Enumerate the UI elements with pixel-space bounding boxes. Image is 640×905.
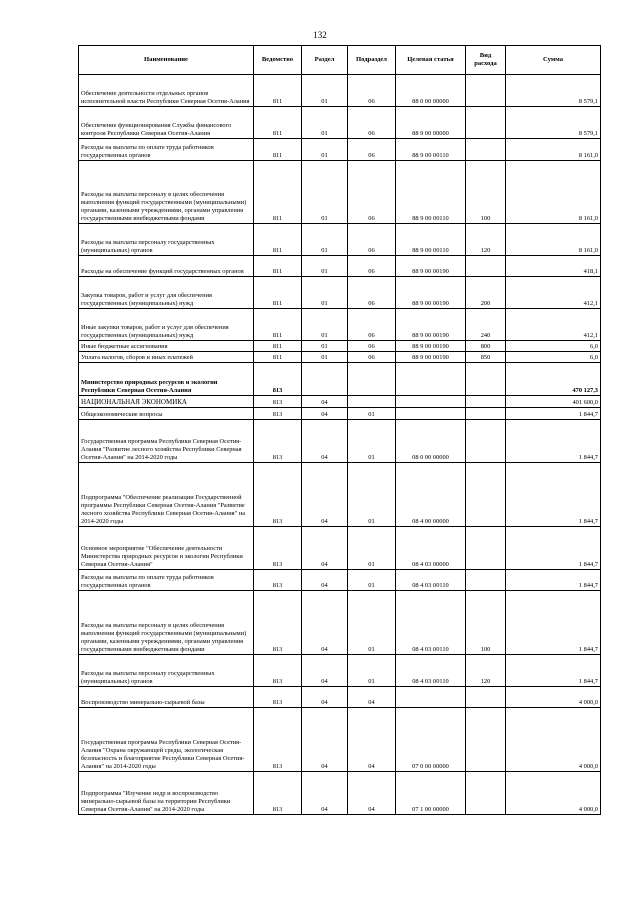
cell-name: НАЦИОНАЛЬНАЯ ЭКОНОМИКА (79, 396, 254, 408)
cell-expense-type (466, 527, 506, 570)
cell-name: Обеспечение деятельности отдельных органов исполнительной власти Республики Северная Осетия-Алания (79, 75, 254, 107)
cell-department: 813 (254, 396, 302, 408)
cell-expense-type: 100 (466, 161, 506, 224)
cell-department: 811 (254, 107, 302, 139)
cell-section: 04 (302, 420, 348, 463)
cell-expense-type (466, 139, 506, 161)
header-name: Наименование (79, 46, 254, 75)
cell-target: 88 9 00 00190 (396, 277, 466, 309)
cell-subsection: 01 (348, 591, 396, 655)
cell-section: 01 (302, 75, 348, 107)
cell-expense-type (466, 408, 506, 420)
cell-amount: 412,1 (506, 309, 601, 341)
cell-section: 04 (302, 687, 348, 708)
cell-name: Общеэкономические вопросы (79, 408, 254, 420)
table-row (79, 591, 601, 655)
cell-name: Закупка товаров, работ и услуг для обеспечения государственных (муниципальных) нужд (79, 277, 254, 309)
cell-section: 04 (302, 655, 348, 687)
header-section: Раздел (302, 46, 348, 75)
cell-amount: 8 579,1 (506, 107, 601, 139)
cell-section: 04 (302, 463, 348, 527)
cell-subsection: 06 (348, 139, 396, 161)
cell-expense-type (466, 463, 506, 527)
cell-expense-type (466, 708, 506, 772)
cell-amount: 4 000,0 (506, 687, 601, 708)
cell-subsection: 06 (348, 341, 396, 352)
cell-subsection: 06 (348, 277, 396, 309)
cell-section: 01 (302, 341, 348, 352)
cell-name: Уплата налогов, сборов и иных платежей (79, 352, 254, 363)
cell-section: 01 (302, 161, 348, 224)
table-row (79, 75, 601, 107)
cell-name: Расходы на обеспечение функций государственных органов (79, 256, 254, 277)
cell-department: 811 (254, 352, 302, 363)
cell-target: 08 4 03 00110 (396, 570, 466, 591)
cell-name: Иные бюджетные ассигнования (79, 341, 254, 352)
cell-section: 04 (302, 408, 348, 420)
cell-amount: 1 844,7 (506, 527, 601, 570)
cell-department: 813 (254, 708, 302, 772)
cell-target: 88 9 00 00110 (396, 161, 466, 224)
table-row (79, 570, 601, 591)
cell-subsection: 04 (348, 772, 396, 815)
cell-subsection: 06 (348, 309, 396, 341)
cell-name: Обеспечение функционирования Службы финансового контроля Республики Северная Осетия-Алания (79, 107, 254, 139)
cell-amount: 6,0 (506, 352, 601, 363)
table-row (79, 655, 601, 687)
table-row (79, 277, 601, 309)
cell-target: 08 0 00 00000 (396, 420, 466, 463)
header-amount: Сумма (506, 46, 601, 75)
cell-amount: 1 844,7 (506, 655, 601, 687)
cell-target: 08 4 00 00000 (396, 463, 466, 527)
cell-name: Расходы на выплаты по оплате труда работников государственных органов (79, 139, 254, 161)
cell-subsection: 06 (348, 352, 396, 363)
cell-expense-type: 240 (466, 309, 506, 341)
cell-amount: 1 844,7 (506, 591, 601, 655)
cell-department: 813 (254, 772, 302, 815)
cell-target: 88 0 00 00000 (396, 75, 466, 107)
cell-name: Расходы на выплаты персоналу государственных (муниципальных) органов (79, 655, 254, 687)
table-header-row (79, 46, 601, 75)
cell-amount: 4 000,0 (506, 708, 601, 772)
cell-expense-type (466, 570, 506, 591)
cell-expense-type: 100 (466, 591, 506, 655)
table-row (79, 408, 601, 420)
cell-amount: 8 161,0 (506, 161, 601, 224)
cell-target: 07 1 00 00000 (396, 772, 466, 815)
header-target: Целевая статья (396, 46, 466, 75)
cell-expense-type: 800 (466, 341, 506, 352)
cell-subsection: 01 (348, 420, 396, 463)
cell-name: Расходы на выплаты персоналу в целях обеспечения выполнения функций государственными (муниципальными) органами, казенными учреждениями, органами управления государственными внебюджетными фондами (79, 161, 254, 224)
cell-section: 04 (302, 708, 348, 772)
page-number: 132 (313, 30, 327, 40)
cell-target: 88 9 00 00000 (396, 107, 466, 139)
cell-expense-type: 200 (466, 277, 506, 309)
cell-name: Подпрограмма "Изучение недр и воспроизводство минерально-сырьевой базы на территории Республики Северная Осетия-Алания" на 2014-2020 годы (79, 772, 254, 815)
cell-subsection: 01 (348, 655, 396, 687)
cell-department: 811 (254, 309, 302, 341)
table-row (79, 363, 601, 396)
cell-target: 07 0 00 00000 (396, 708, 466, 772)
cell-name: Расходы на выплаты персоналу в целях обеспечения выполнения функций государственными (муниципальными) органами, казенными учреждениями, органами управления государственными внебюджетными фондами (79, 591, 254, 655)
cell-target: 88 9 00 00190 (396, 309, 466, 341)
cell-department: 813 (254, 570, 302, 591)
cell-section: 01 (302, 352, 348, 363)
cell-target: 88 9 00 00110 (396, 224, 466, 256)
cell-section: 01 (302, 309, 348, 341)
cell-department: 813 (254, 363, 302, 396)
cell-name: Государственная программа Республики Северная Осетия-Алания "Охрана окружающей среды, экологическая безопасность и благоприятие Республики Северная Осетия-Алания" на 2014-2020 годы (79, 708, 254, 772)
table-row (79, 309, 601, 341)
cell-department: 811 (254, 256, 302, 277)
cell-target: 88 9 00 00190 (396, 341, 466, 352)
cell-subsection: 06 (348, 161, 396, 224)
cell-section: 04 (302, 591, 348, 655)
cell-name: Подпрограмма "Обеспечение реализации Государственной программы Республики Северная Осетия-Алания "Развитие лесного хозяйства Республики Северная Осетия-Алания" на 2014-2020 годы (79, 463, 254, 527)
cell-subsection: 01 (348, 527, 396, 570)
cell-amount: 412,1 (506, 277, 601, 309)
budget-table (78, 45, 601, 815)
cell-department: 811 (254, 224, 302, 256)
table-row (79, 396, 601, 408)
cell-department: 811 (254, 161, 302, 224)
table-row (79, 341, 601, 352)
cell-subsection: 01 (348, 463, 396, 527)
cell-subsection: 01 (348, 408, 396, 420)
cell-subsection: 06 (348, 75, 396, 107)
cell-name: Расходы на выплаты персоналу государственных (муниципальных) органов (79, 224, 254, 256)
cell-amount: 1 844,7 (506, 463, 601, 527)
cell-expense-type (466, 687, 506, 708)
cell-section: 04 (302, 396, 348, 408)
header-subsection: Подраздел (348, 46, 396, 75)
cell-expense-type (466, 75, 506, 107)
cell-subsection: 06 (348, 256, 396, 277)
table-row (79, 708, 601, 772)
cell-amount: 4 000,0 (506, 772, 601, 815)
cell-name: Основное мероприятие "Обеспечение деятельности Министерства природных ресурсов и экологии Республики Северная Осетия-Алания" (79, 527, 254, 570)
cell-expense-type (466, 256, 506, 277)
cell-name: Воспроизводство минерально-сырьевой базы (79, 687, 254, 708)
cell-section (302, 363, 348, 396)
cell-subsection: 04 (348, 708, 396, 772)
cell-department: 813 (254, 463, 302, 527)
cell-subsection: 04 (348, 687, 396, 708)
cell-subsection: 06 (348, 107, 396, 139)
cell-department: 811 (254, 75, 302, 107)
cell-section: 04 (302, 570, 348, 591)
cell-target: 88 9 00 00110 (396, 139, 466, 161)
cell-subsection (348, 396, 396, 408)
cell-department: 813 (254, 591, 302, 655)
cell-expense-type (466, 772, 506, 815)
cell-department: 813 (254, 420, 302, 463)
cell-section: 01 (302, 256, 348, 277)
table-row (79, 687, 601, 708)
cell-expense-type: 120 (466, 655, 506, 687)
cell-expense-type: 120 (466, 224, 506, 256)
cell-amount: 470 127,3 (506, 363, 601, 396)
table-row (79, 527, 601, 570)
header-department: Ведомство (254, 46, 302, 75)
cell-section: 01 (302, 277, 348, 309)
cell-department: 813 (254, 655, 302, 687)
cell-name: Иные закупки товаров, работ и услуг для обеспечения государственных (муниципальных) нужд (79, 309, 254, 341)
cell-target: 08 4 03 00110 (396, 655, 466, 687)
cell-name: Министерство природных ресурсов и экологии Республики Северная Осетия-Алания (79, 363, 254, 396)
table-row (79, 256, 601, 277)
cell-department: 813 (254, 527, 302, 570)
cell-amount: 8 161,0 (506, 224, 601, 256)
cell-target (396, 396, 466, 408)
table-row (79, 161, 601, 224)
table-row (79, 463, 601, 527)
cell-name: Государственная программа Республики Северная Осетия-Алания "Развитие лесного хозяйства Республики Северная Осетия-Алания" на 2014-2020 годы (79, 420, 254, 463)
cell-section: 01 (302, 107, 348, 139)
cell-section: 01 (302, 139, 348, 161)
cell-expense-type (466, 420, 506, 463)
cell-subsection (348, 363, 396, 396)
table-row (79, 107, 601, 139)
cell-target (396, 363, 466, 396)
cell-expense-type (466, 107, 506, 139)
cell-department: 811 (254, 341, 302, 352)
cell-subsection: 01 (348, 570, 396, 591)
table-row (79, 139, 601, 161)
cell-target (396, 687, 466, 708)
cell-amount: 6,0 (506, 341, 601, 352)
cell-department: 813 (254, 408, 302, 420)
cell-expense-type: 850 (466, 352, 506, 363)
cell-amount: 1 844,7 (506, 408, 601, 420)
cell-target: 88 9 00 00190 (396, 352, 466, 363)
cell-amount: 1 844,7 (506, 420, 601, 463)
cell-department: 813 (254, 687, 302, 708)
cell-expense-type (466, 363, 506, 396)
cell-name: Расходы на выплаты по оплате труда работников государственных органов (79, 570, 254, 591)
cell-department: 811 (254, 277, 302, 309)
cell-amount: 418,1 (506, 256, 601, 277)
cell-amount: 401 600,0 (506, 396, 601, 408)
table-row (79, 772, 601, 815)
cell-section: 04 (302, 772, 348, 815)
cell-section: 01 (302, 224, 348, 256)
table-row (79, 352, 601, 363)
table-row (79, 224, 601, 256)
cell-target (396, 408, 466, 420)
cell-target: 08 4 03 00110 (396, 591, 466, 655)
header-expense-type: Вид расхода (466, 46, 506, 75)
cell-target: 88 9 00 00190 (396, 256, 466, 277)
cell-department: 811 (254, 139, 302, 161)
cell-target: 08 4 03 00000 (396, 527, 466, 570)
cell-expense-type (466, 396, 506, 408)
cell-amount: 8 161,0 (506, 139, 601, 161)
table-row (79, 420, 601, 463)
cell-amount: 8 579,1 (506, 75, 601, 107)
cell-subsection: 06 (348, 224, 396, 256)
table-body (79, 75, 601, 815)
cell-section: 04 (302, 527, 348, 570)
cell-amount: 1 844,7 (506, 570, 601, 591)
